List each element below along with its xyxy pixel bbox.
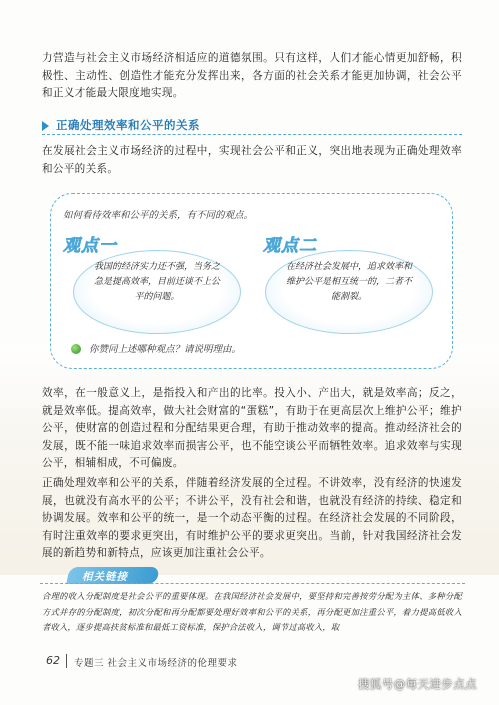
- view-two-text: 在经济社会发展中，追求效率和维护公平是相互统一的，二者不能割裂。: [285, 262, 412, 302]
- discussion-question: 你赞同上述哪种观点？请说明理由。: [89, 344, 242, 355]
- discussion-prompt: 如何看待效率和公平的关系，有不同的观点。: [63, 210, 254, 221]
- page-footer: [0, 652, 499, 670]
- discussion-box: [50, 193, 453, 369]
- intro-paragraph: 力营造与社会主义市场经济相适应的道德氛围。只有这样，人们才能心情更加舒畅，积极性、主动性、创造性才能充分发挥出来，各方面的社会关系才能更加协调，社会公平和正义才能最大限度地实现。: [42, 52, 462, 100]
- related-link-title: 相关链接: [82, 571, 128, 583]
- related-link-header: [40, 567, 465, 585]
- question-bullet-icon: [71, 344, 81, 354]
- section-arrow-icon: [42, 121, 49, 131]
- view-one-text: 我国的经济实力还不强，当务之急是提高效率，目前还谈不上公平的问题。: [93, 262, 220, 302]
- section-lead-paragraph: 在发展社会主义市场经济的过程中，实现社会公平和正义，突出地表现为正确处理效率和公平的关系。: [42, 145, 462, 175]
- view-one-title: 观点一: [63, 236, 117, 256]
- efficiency-fairness-paragraph: 正确处理效率和公平的关系，伴随着经济发展的全过程。不讲效率，没有经济的快速发展，也就没有高水平的公平；不讲公平，没有社会和谐，也就没有经济的持续、稳定和协调发展。效率和公平的统一，是一个动态平衡的过程。在经济社会发展的不同阶段，有时注重效率的要求更突出，有时维护公平的要求更突出。当前，针对我国经济社会发展的新趋势和新特点，应该更加注重社会公平。: [42, 477, 462, 560]
- view-two-title: 观点二: [263, 236, 317, 256]
- section-title: 正确处理效率和公平的关系: [56, 118, 200, 132]
- related-link-divider: [40, 583, 465, 584]
- related-link-text: 合理的收入分配制度是社会公平的重要体现。在我国经济社会发展中，要坚持和完善按劳分配为主体、多种分配方式并存的分配制度，初次分配和再分配都要处理好效率和公平的关系，再分配更加注重公平，着力提高低收入者收入，逐步提高扶贫标准和最低工资标准，保护合法收入，调节过高收入，取: [42, 591, 462, 632]
- page-number: 62: [46, 654, 60, 667]
- footer-separator: [66, 654, 67, 668]
- chapter-title: 专题三 社会主义市场经济的伦理要求: [74, 658, 238, 669]
- efficiency-definition-paragraph: 效率，在一般意义上，是指投入和产出的比率。投入小、产出大，就是效率高；反之，就是效率低。提高效率，做大社会财富的“蛋糕”，有助于在更高层次上维护公平；维护公平，使财富的创造过程和分配结果更合理，有助于推动效率的提高。推动经济社会的发展，既不能一味追求效率而损害公平，也不能空谈公平而牺牲效率。追求效率与实现公平，相辅相成，不可偏废。: [42, 387, 462, 470]
- section-header: [42, 117, 462, 135]
- watermark: 搜狐号@每天进步点点: [358, 677, 477, 691]
